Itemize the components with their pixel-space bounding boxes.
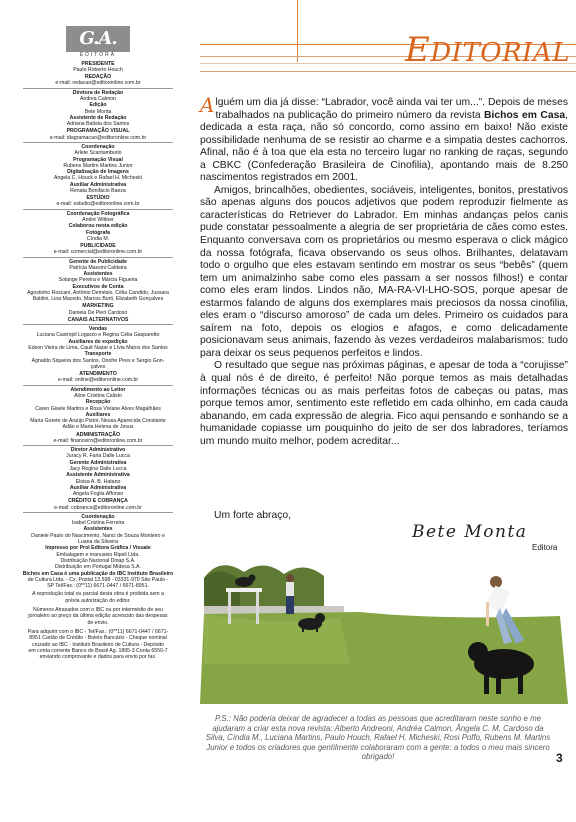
masthead-role: ADMINISTRAÇÃO xyxy=(75,431,121,438)
masthead-footer-line: A reprodução total ou parcial desta obra é proibida sem a xyxy=(32,591,164,598)
masthead-role: CRÉDITO E COBRANÇA xyxy=(68,498,128,505)
masthead-block xyxy=(6,211,190,224)
masthead-block xyxy=(6,571,190,590)
masthead-line: Baldini, Lina Macedo, Marcos Burti, Elizabeth Gonçalves xyxy=(32,296,164,303)
paragraph-1-text-a: lguém um dia já disse: “Labrador, você ainda vai ter um...”. Depois de meses trabalhados na publicação do primeiro número da revista xyxy=(215,97,568,121)
masthead-line: e-mail: redacao@editoronline.com.br xyxy=(55,80,141,87)
closing-line: Um forte abraço, xyxy=(214,510,292,521)
masthead-subrole: Vendas xyxy=(88,326,108,333)
masthead-divider xyxy=(23,257,173,258)
masthead-subrole: Coordenação xyxy=(81,143,115,150)
masthead-block xyxy=(6,230,190,243)
masthead-footer-line: 8951 Cartão de Crédito - Boleto Bancário - Cheque nominal xyxy=(29,635,167,642)
masthead-divider xyxy=(23,142,173,143)
masthead-subrole: Auxiliar Administrativa xyxy=(69,484,127,491)
masthead-line: Edson Vieira de Lima, Cauê Nazar e Lívia Matos dos Santos xyxy=(28,345,168,352)
masthead-block xyxy=(6,387,190,400)
masthead xyxy=(6,8,190,760)
paragraph-1-text-b: , dedicada a esta raça, não só concordo, como assino em baixo! Não existe possibilidade nenhuma de se resistir ao charme e a simpatia destes cachorros. Afinal, não é à toa que ela esta no terceiro lugar no ranking de raças, segundo a CBKC (Confederação Brasileira de Cinofilia), apontando mais de 8.250 nascimentos registrados em 2001. xyxy=(200,109,568,184)
masthead-subrole: Assistente Administrativa xyxy=(66,472,130,479)
masthead-block xyxy=(6,182,190,195)
masthead-line: Eloisa A. B. Hatano xyxy=(75,478,121,485)
masthead-subrole: Assistente de Redação xyxy=(69,114,127,121)
masthead-line: Solange Pereira e Márcia Figueira xyxy=(58,277,138,284)
masthead-line: Patrícia Massini Caldeira xyxy=(69,264,127,271)
masthead-subrole: Fotógrafa xyxy=(86,229,110,236)
masthead-role: PUBLICIDADE xyxy=(80,243,116,249)
masthead-subrole: Gerente Administrativa xyxy=(69,459,127,466)
masthead-footer-line: em conta corrente Banco do Brasil Ag. 1895-3 Conta 6550-7 xyxy=(28,647,168,654)
masthead-subrole: Auxiliar Administrativa xyxy=(69,181,127,188)
masthead-line: Isabel Cristina Ferreira xyxy=(71,520,125,527)
masthead-line: Maria Gorete de Araújo Pistor, Neusa Aparecida Constante xyxy=(30,418,166,425)
masthead-line: Rubens Martim Martins Junior xyxy=(63,162,133,169)
masthead-line: Aline Cristina Calixto xyxy=(74,392,122,399)
masthead-block xyxy=(6,90,190,103)
masthead-block xyxy=(6,102,190,115)
masthead-block xyxy=(6,157,190,170)
masthead-line: Adriana Batista dos Santos xyxy=(66,121,130,128)
masthead-block xyxy=(6,195,190,210)
masthead-footer-line: cruzado ao IBC - Instituto Brasileiro de Cultura - Depósito xyxy=(31,641,165,648)
masthead-subrole: Assistentes xyxy=(83,526,113,533)
masthead-subrole: Digitalização de Imagens xyxy=(67,169,129,176)
masthead-line: e-mail: financeiro@editoronline.com.br xyxy=(53,437,143,444)
masthead-subrole: Coordenação Fotográfica xyxy=(66,210,130,217)
masthead-divider xyxy=(23,385,173,386)
masthead-line: Agnaldo Siqueira dos Santos, Onofre Pires e Sergio Gon- xyxy=(31,357,165,364)
logo-mark: G.A. xyxy=(66,26,130,52)
paragraph-3: O resultado que segue nas próximas páginas, e apesar de toda a “corujisse” à qual nós é de direito, é perfeito! Não porque temos as mais detalhadas informações técnicas ou as mais perfeitas fotos de cabeças ou patas, mas porque temos amor, sentimento este refletido em cada olhinho, em cada cauda abanando, em cada expressão de alegria. Fico aqui pensando e sonhando se a humanidade copiasse um pouquinho do jeito de ser dos labradores, teríamos um mundo muito melhor, podem acreditar... xyxy=(200,360,568,447)
masthead-footer-line: enviando comprovante e dados para envio por fax. xyxy=(39,654,157,661)
masthead-divider xyxy=(23,88,173,89)
masthead-line: Embalagem e manuseio Ripeli Ltda. xyxy=(56,551,140,558)
page-title xyxy=(405,30,570,70)
postscript: P.S.: Não poderia deixar de agradecer a todas as pessoas que acreditaram neste sonho e me ajudaram a criar esta nova revista: Alberto Andreoni, Andréa Calmon, Ângela C. M. Cardoso da Silva, Cíndia M., Luciana Martins, Paulo Houch, Rafael H. Micheski, Rosi Poffo, Rubens M. Martins Junior e todos os criadores que gentilmente colaboraram com a gente: a todos o meu mais sincero obrigado! xyxy=(205,714,551,761)
decorative-vertical-line xyxy=(297,0,298,62)
masthead-divider xyxy=(23,324,173,325)
masthead-subrole: Colaborou nesta edição xyxy=(68,223,128,230)
masthead-block xyxy=(6,447,190,460)
editor-role: Editora xyxy=(532,543,558,552)
masthead-line: e-mail: estudio@editoronline.com.br xyxy=(56,201,140,208)
masthead-line: Distribuição em Portugal Midesa S.A. xyxy=(55,564,141,571)
masthead-block xyxy=(6,412,190,431)
masthead-role: MARKETING xyxy=(82,303,114,310)
masthead-role: PROGRAMAÇÃO VISUAL xyxy=(66,128,130,135)
masthead-role: CANAIS ALTERNATIVOS xyxy=(67,316,129,323)
masthead-line: e-mail: online@editoronline.com.br xyxy=(57,377,139,384)
masthead-line: André Wittner xyxy=(82,217,114,224)
masthead-block xyxy=(6,243,190,258)
masthead-block xyxy=(6,339,190,352)
masthead-role: ATENDIMENTO xyxy=(79,371,117,378)
masthead-subrole: Recepção xyxy=(85,399,111,406)
masthead-block xyxy=(6,144,190,157)
masthead-subrole: Impresso por Prol Editora Gráfica / Visuale xyxy=(45,545,151,552)
masthead-line: e-mail: comercial@editoronline.com.br xyxy=(53,249,143,256)
photo-labradors-garden xyxy=(200,554,568,822)
masthead-divider xyxy=(23,512,173,513)
masthead-subrole: Diretor Administrativo xyxy=(70,447,126,454)
title-initial: E xyxy=(405,30,431,70)
masthead-subrole: Diretora de Redação xyxy=(72,89,124,96)
masthead-block xyxy=(6,74,190,89)
masthead-subrole: Edição xyxy=(89,102,107,109)
title-rest: DITORIAL xyxy=(430,38,570,68)
masthead-footer-line: jornaleiro ao preço da última edição acrescido das despesas xyxy=(28,613,168,620)
page-number: 3 xyxy=(556,751,563,765)
masthead-line: Juracy R. Faria Dalle Lucca xyxy=(66,453,130,460)
masthead-divider xyxy=(23,445,173,446)
masthead-block xyxy=(6,169,190,182)
masthead-block xyxy=(6,485,190,498)
masthead-block xyxy=(6,472,190,485)
editorial-body xyxy=(200,93,568,448)
masthead-block xyxy=(6,61,190,74)
masthead-block xyxy=(6,526,190,545)
logo-subtitle: EDITORA xyxy=(79,52,117,58)
masthead-line: Bete Monta xyxy=(84,108,112,115)
masthead-subrole: Auxiliares xyxy=(85,411,111,418)
masthead-line: Luana da Silveira xyxy=(77,539,119,546)
masthead-credits xyxy=(6,61,190,590)
masthead-line: Angela Foglia Affonso xyxy=(72,491,124,498)
paragraph-2: Amigos, brincalhões, obedientes, sociáveis, inteligentes, bonitos, prestativos são apenas alguns dos poucos adjetivos que podem reproduzir fielmente as características do Retriever do Labrador. Em minhas andanças pelos canis pude constatar pessoalmente a alegria de ser proprietária de cães como estes. Enquanto conversava com os proprietários ou mesmo esperava o click mágico da nossa fotógrafa, ficava observando os seus olhos. Brilhantes, delatavam todo o orgulho que eles estavam sentindo em mostrar os seus “bebês” (quem tem um animalzinho sabe como eles passam a ser nossos filhos!) e contar como eles eram lindos. Lindos não, MA-RA-VI-LHO-SOS, porque apesar de estarmos falando de alguns dos exemplares mais preciosos da nossa cinofilia, eles eram o “discurso amoroso” de cada um deles. Primeiro os cuidados para saírem na foto, depois os elogios e afagos, e como delicadamente posicionavam seus animais, fazendo às vezes verdadeiros malabarismos: tudo para deixar os seus pequenos perfeitos e lindos. xyxy=(200,184,568,359)
masthead-block xyxy=(6,351,190,370)
editor-signature: Bete Monta xyxy=(412,522,528,542)
masthead-block xyxy=(6,284,190,303)
masthead-footer xyxy=(6,591,190,660)
masthead-block xyxy=(6,326,190,339)
masthead-line: Angela C. Houck e Rafael H. Micheski xyxy=(54,175,142,182)
masthead-line: SP Tel/Fax.: (0**11) 6671-0447 / 6671-8951. xyxy=(47,583,149,590)
masthead-line: Daniela De Pieri Cardoso xyxy=(68,309,128,316)
masthead-subrole: Coordenação xyxy=(81,513,115,520)
masthead-subrole: Transporte xyxy=(84,351,112,358)
masthead-line: Caren Gisele Martins e Rosa Viviane Alves Magalhães xyxy=(35,405,161,412)
masthead-subrole: Atendimento ao Leitor xyxy=(70,386,126,393)
masthead-role: REDAÇÃO xyxy=(84,74,112,81)
masthead-block xyxy=(6,271,190,284)
masthead-footer-line: Números Atrasados com o IBC ou por intermédio de seu xyxy=(32,607,164,614)
masthead-line: Adão e Maria Helena de Jesus xyxy=(62,424,134,431)
masthead-block xyxy=(6,371,190,386)
masthead-block xyxy=(6,399,190,412)
publisher-logo xyxy=(6,8,190,60)
masthead-divider xyxy=(23,209,173,210)
masthead-line: Daniele Paulo do Nascimento, Nanci de Souza Monteiro e xyxy=(31,532,165,539)
masthead-block xyxy=(6,498,190,513)
masthead-block xyxy=(6,317,190,325)
masthead-footer-line: de envio. xyxy=(87,619,109,626)
masthead-subrole: Executivos de Conta xyxy=(72,283,124,290)
masthead-line: Paulo Roberto Houch xyxy=(73,67,123,74)
masthead-block xyxy=(6,303,190,316)
masthead-line: Cíndia M. xyxy=(86,235,110,242)
masthead-subrole: Auxiliares de expedição xyxy=(68,338,128,345)
masthead-subrole: Gerente de Publicidade xyxy=(69,258,127,265)
masthead-line: Luciana Castropil Logarzo e Regina Célia Gasparetto xyxy=(36,332,160,339)
masthead-block xyxy=(6,460,190,473)
masthead-subrole: Bichos em Casa é uma publicação do IBC Instituto Brasileiro xyxy=(22,570,174,577)
masthead-line: e-mail: diagramacao@editoronline.com.br xyxy=(49,134,147,141)
masthead-block xyxy=(6,514,190,527)
masthead-subrole: Assistentes xyxy=(83,271,113,278)
masthead-role: ESTÚDIO xyxy=(86,195,110,202)
masthead-line: Agostinho Roscani, Antônio Demésio, Célia Candido, Jussara xyxy=(27,290,169,297)
masthead-line: Jacy Regina Dalle Lucca xyxy=(69,465,127,472)
paragraph-1 xyxy=(200,93,568,185)
masthead-block xyxy=(6,128,190,143)
masthead-line: e-mail: cobranca@editoronline.com.br xyxy=(54,504,142,511)
masthead-line: Renata Bonifácio Baeza xyxy=(70,188,126,195)
masthead-line: Andrea Calmon xyxy=(79,96,117,103)
masthead-block xyxy=(6,115,190,128)
masthead-block xyxy=(6,432,190,447)
masthead-subrole: Programação Visual xyxy=(73,156,123,163)
masthead-line: Distribuição Nacional Dinap S.A. xyxy=(60,557,136,564)
masthead-line: çalves xyxy=(90,363,106,370)
drop-cap: A xyxy=(200,93,215,117)
masthead-line: de Cultura Ltda. - Cx. Postal 13.598 - 03331-970 São Paulo - xyxy=(27,576,169,583)
magazine-name: Bichos em Casa xyxy=(484,109,566,121)
masthead-block xyxy=(6,259,190,272)
masthead-footer-line: Para adquirir com o IBC - Tel/Fax.: (0**11) 6671-0447 / 6671- xyxy=(27,628,169,635)
masthead-line: Arlete Scantamburlo xyxy=(74,150,122,157)
masthead-block xyxy=(6,545,190,570)
masthead-footer-line: prévia autorização do editor. xyxy=(65,597,131,604)
masthead-role: PRESIDENTE xyxy=(81,60,115,67)
